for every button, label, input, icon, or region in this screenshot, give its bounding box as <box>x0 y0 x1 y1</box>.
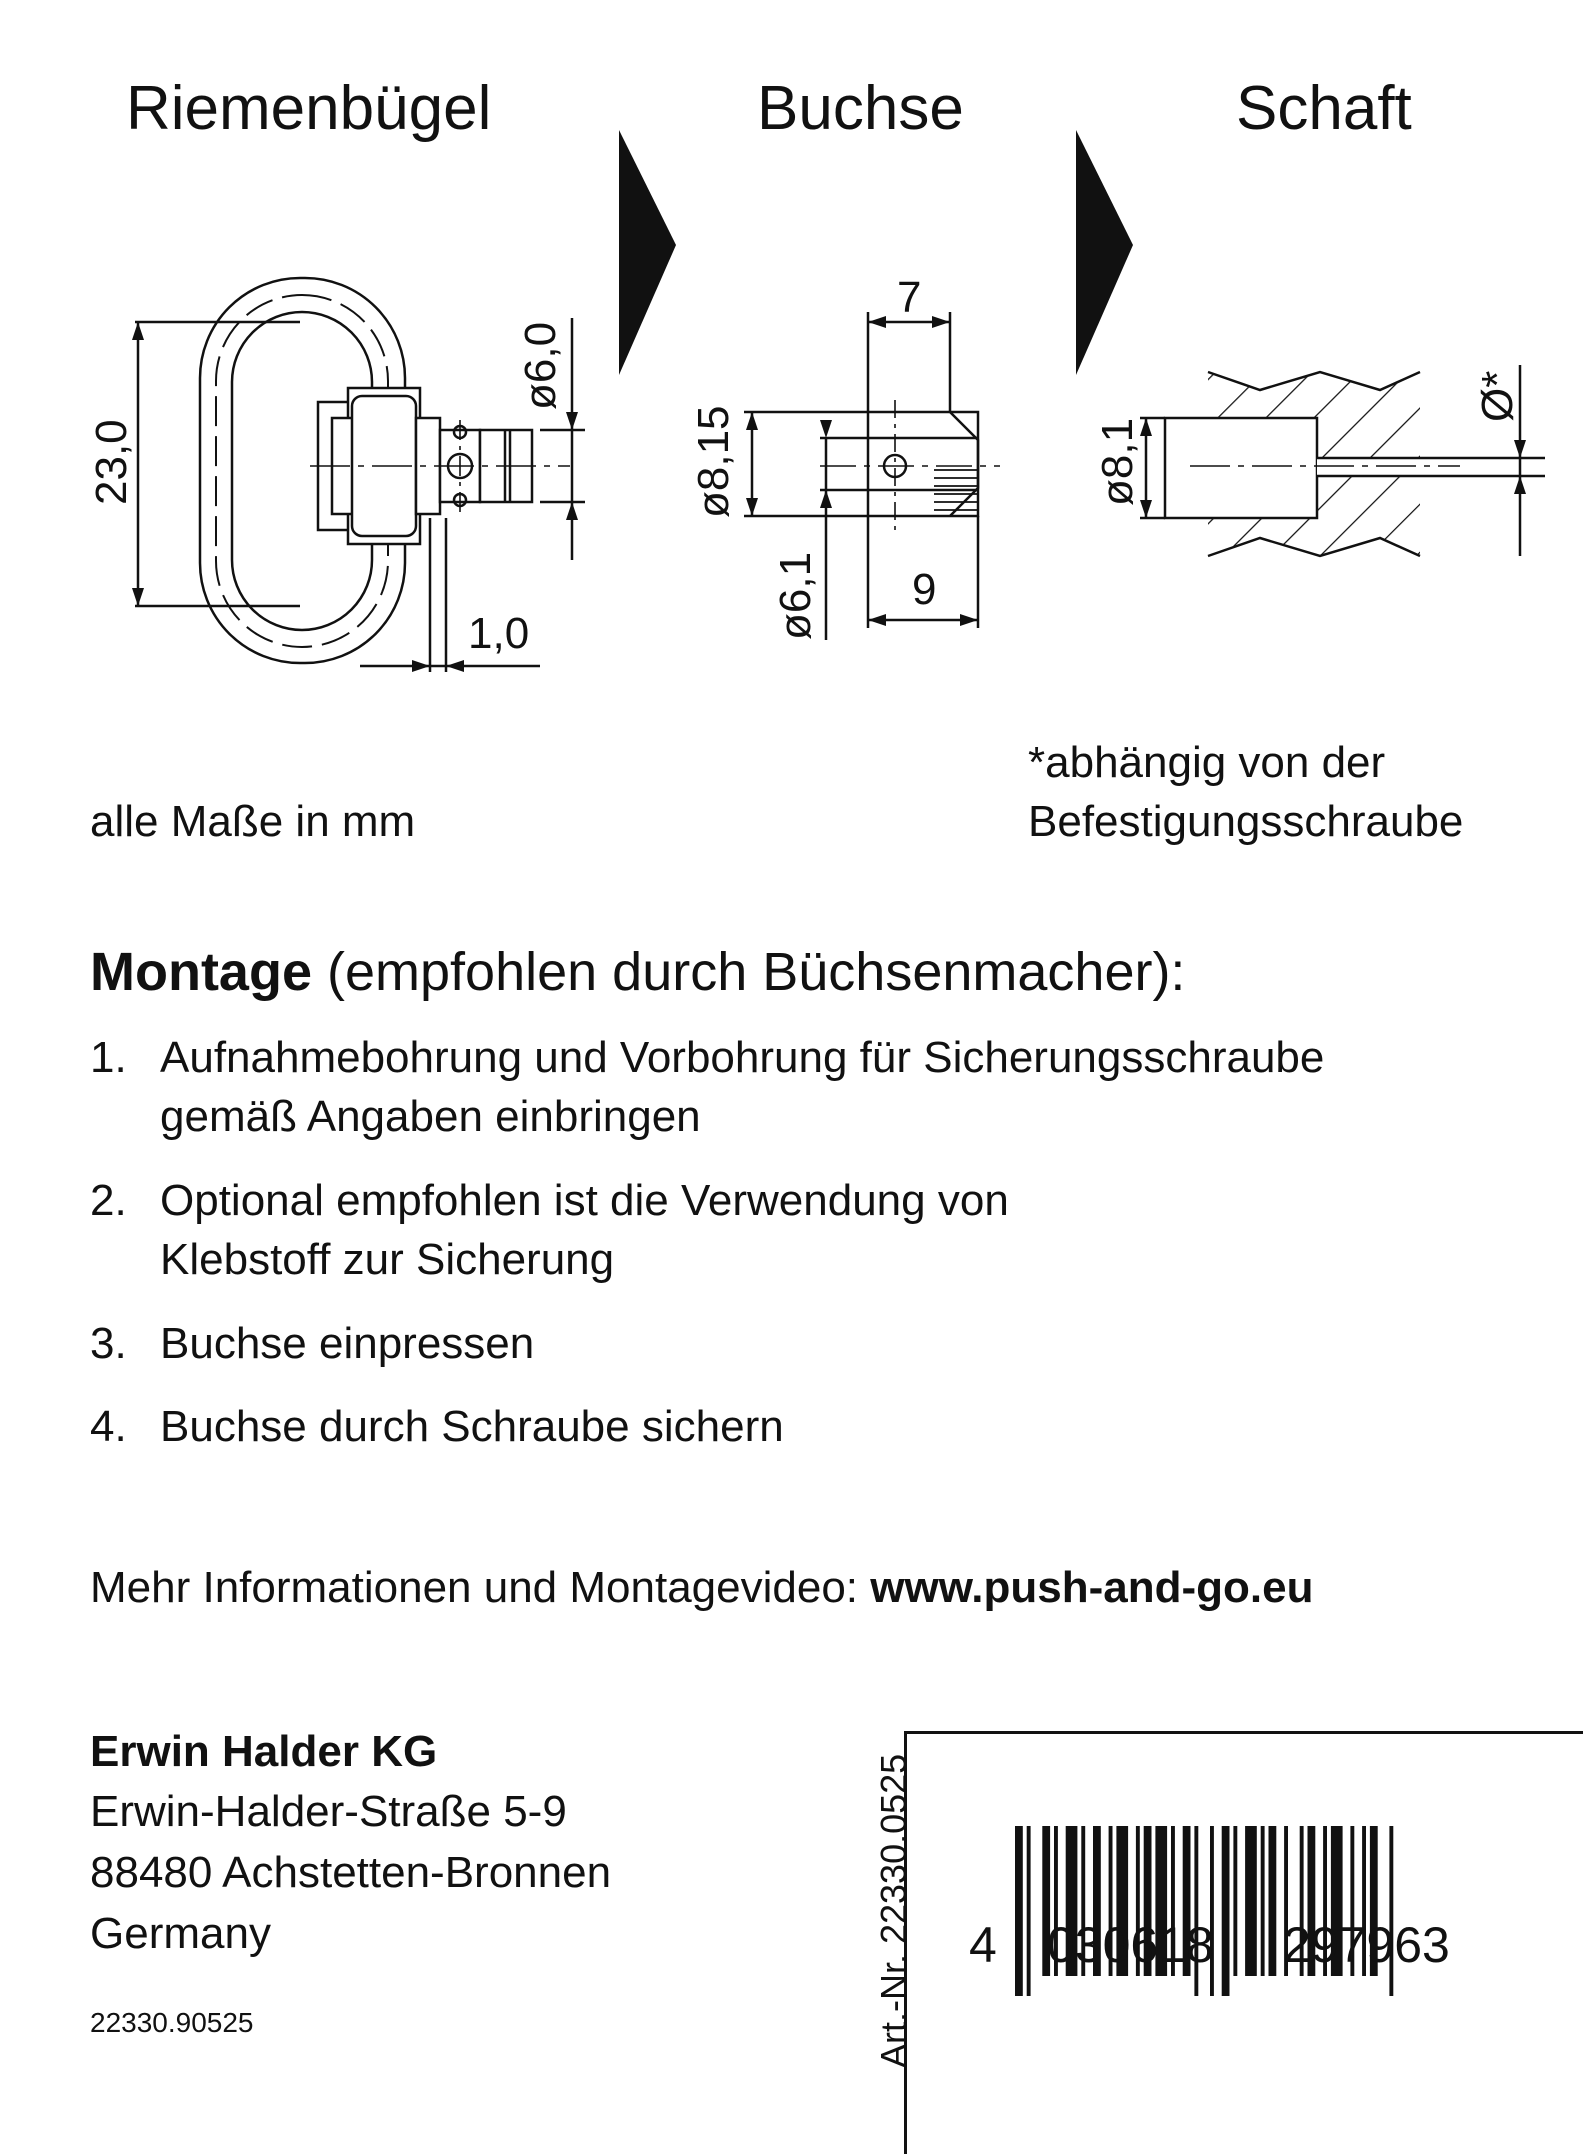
footnote-line2: Befestigungsschraube <box>1028 797 1464 846</box>
company-country: Germany <box>90 1909 271 1958</box>
step-number: 3. <box>90 1318 127 1368</box>
barcode-digits-2: 030618 <box>1047 1917 1214 1973</box>
list-item <box>90 1314 1510 1373</box>
dim-buchse-diameter-inner: ø6,1 <box>771 551 820 640</box>
heading-schaft: Schaft <box>1236 74 1412 143</box>
barcode-digits-3: 297963 <box>1283 1917 1450 1973</box>
barcode-bar <box>1245 1826 1257 1976</box>
technical-drawing <box>0 0 1583 720</box>
website-link[interactable]: www.push-and-go.eu <box>870 1563 1314 1612</box>
company-street: Erwin-Halder-Straße 5-9 <box>90 1787 567 1836</box>
list-item <box>90 1171 1510 1290</box>
barcode-bar <box>1233 1826 1237 1976</box>
step-number: 1. <box>90 1033 127 1082</box>
dim-riemenbuegel-offset: 1,0 <box>468 609 530 658</box>
dim-riemenbuegel-diameter: ø6,0 <box>516 321 565 410</box>
heading-riemenbuegel: Riemenbügel <box>126 74 492 143</box>
step-text: Aufnahmebohrung und Vorbohrung für Sicherungsschraube gemäß Angaben einbringen <box>160 1033 1325 1142</box>
dim-buchse-width-bottom: 9 <box>912 565 937 614</box>
arrow-right-icon <box>619 130 676 375</box>
step-text: Buchse durch Schraube sichern <box>160 1401 784 1451</box>
company-city: 88480 Achstetten-Bronnen <box>90 1848 612 1897</box>
montage-title-bold: Montage <box>90 942 312 1002</box>
step-number: 4. <box>90 1401 127 1451</box>
info-line <box>90 1558 1313 1617</box>
info-text: Mehr Informationen und Montagevideo: <box>90 1563 871 1612</box>
montage-steps <box>90 1028 1510 1480</box>
step-text: Optional empfohlen ist die Verwendung von Klebstoff zur Sicherung <box>160 1175 1009 1285</box>
dim-schaft-bore: ø8,1 <box>1093 417 1142 506</box>
barcode-bar <box>1222 1826 1230 1996</box>
heading-buchse: Buchse <box>757 74 964 143</box>
list-item <box>90 1028 1510 1147</box>
barcode-bar <box>1027 1826 1031 1996</box>
arrow-right-icon <box>1076 130 1133 375</box>
dim-schaft-screw: Ø* <box>1473 370 1522 422</box>
step-number: 2. <box>90 1175 127 1225</box>
document-code: 22330.90525 <box>90 2007 254 2038</box>
dim-buchse-diameter-outer: ø8,15 <box>689 405 738 518</box>
barcode-bar <box>1261 1826 1265 1976</box>
dim-buchse-width-top: 7 <box>897 273 922 322</box>
montage-title <box>90 942 1186 1002</box>
units-note: alle Maße in mm <box>90 797 416 846</box>
dim-riemenbuegel-height: 23,0 <box>87 419 136 505</box>
barcode-digit-1: 4 <box>969 1917 997 1973</box>
footnote-line1: *abhängig von der <box>1028 738 1386 787</box>
barcode-box <box>904 1731 1583 2154</box>
barcode-bar <box>1015 1826 1023 1996</box>
barcode-bar <box>1269 1826 1277 1976</box>
step-text: Buchse einpressen <box>160 1318 535 1368</box>
montage-title-rest: (empfohlen durch Büchsenmacher): <box>312 942 1186 1002</box>
article-number: Art.-Nr. 22330.0525 <box>873 1753 914 2068</box>
company-name: Erwin Halder KG <box>90 1727 438 1776</box>
list-item <box>90 1397 1510 1456</box>
